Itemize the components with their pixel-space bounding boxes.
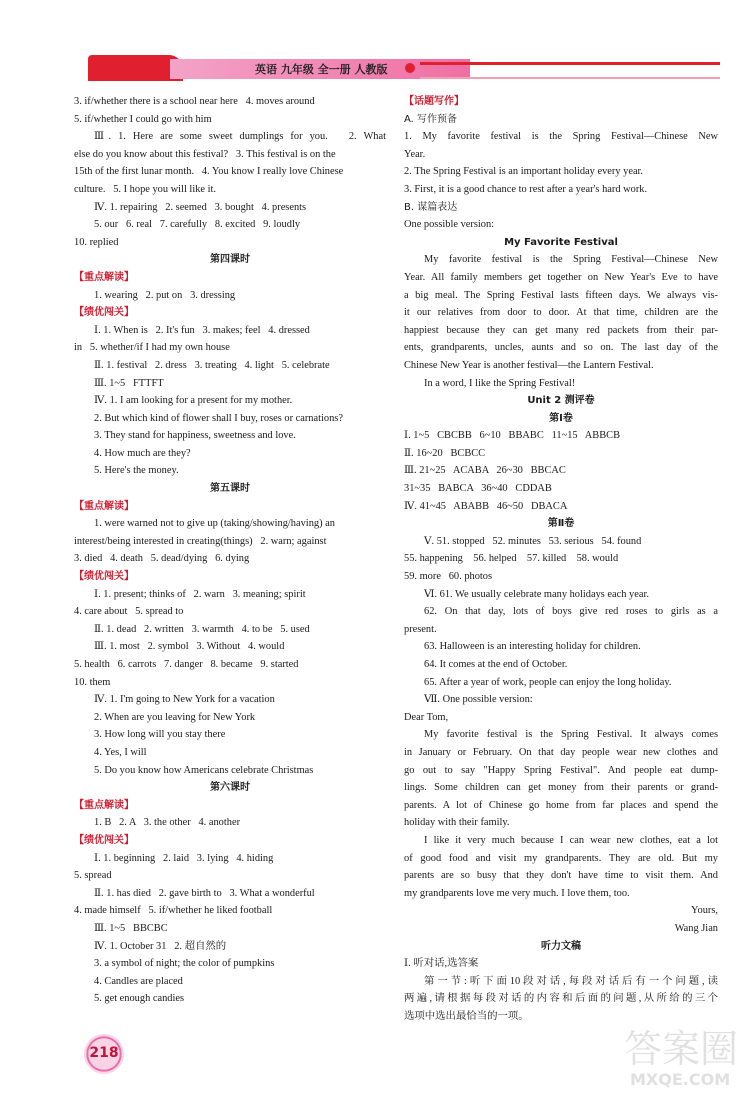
left-line: Ⅳ. 1. I'm going to New York for a vacation	[94, 694, 275, 706]
right-line: parents. A lot of Chinese go home from far places and spend the	[404, 799, 718, 811]
right-line: Dear Tom,	[404, 711, 449, 723]
watermark	[620, 1018, 739, 1098]
header-title: 英语 九年级 全一册 人教版	[255, 63, 388, 76]
right-line: parents are so busy that they don't have time to visit them. And	[404, 870, 718, 882]
header-rule	[420, 62, 720, 79]
left-line: 5. get enough candies	[94, 993, 185, 1005]
left-line: 5. our 6. real 7. carefully 8. excited 9. loudly	[94, 219, 301, 231]
left-line: 2. But which kind of flower shall I buy, roses or carnations?	[94, 412, 343, 424]
right-line: Year.	[404, 148, 426, 160]
right-line: Chinese New Year is another festival—the Lantern Festival.	[404, 359, 654, 371]
left-line: Ⅲ. 1~5 FTTFT	[94, 377, 164, 389]
left-line: Ⅲ. 1. most 2. symbol 3. Without 4. would	[94, 641, 285, 653]
left-line: 5. health 6. carrots 7. danger 8. became 9. started	[74, 659, 299, 670]
left-line: 4. care about 5. spread to	[74, 606, 184, 618]
right-line: Ⅴ. 51. stopped 52. minutes 53. serious 54. found	[424, 535, 642, 547]
right-line: 62. On that day, lots of boys give red roses to girls as a	[424, 606, 718, 618]
right-line: B. 谋篇表达	[404, 201, 458, 213]
right-line: go out to say "Happy Spring Festival". And people eat dump-	[404, 764, 718, 776]
left-line: 5. Here's the money.	[94, 465, 179, 477]
right-line: Yours,	[691, 905, 718, 917]
left-line: 5. if/whether I could go with him	[74, 113, 212, 125]
left-line: 【绩优闯关】	[74, 307, 134, 319]
left-line: Ⅳ. 1. I am looking for a present for my mother.	[94, 395, 293, 407]
right-line: 1. My favorite festival is the Spring Festival—Chinese New	[404, 131, 718, 143]
right-line: Year. All family members get together on New Year's Eve to have	[404, 271, 718, 283]
left-line: 3. How long will you stay there	[94, 729, 226, 741]
right-line: Ⅵ. 61. We usually celebrate many holidays each year.	[424, 588, 649, 600]
right-line: 55. happening 56. helped 57. killed 58. would	[404, 553, 619, 565]
left-line: 5. spread	[74, 870, 112, 882]
left-line: 3. died 4. death 5. dead/dying 6. dying	[74, 553, 250, 565]
left-line: 4. Yes, I will	[94, 746, 147, 758]
right-line: One possible version:	[404, 219, 495, 231]
right-line: Ⅶ. One possible version:	[424, 694, 533, 706]
right-line: 听力文稿	[541, 940, 581, 952]
left-line: 【重点解读】	[74, 271, 134, 283]
left-column	[74, 93, 386, 1008]
right-line: Ⅰ. 听对话,选答案	[404, 958, 479, 970]
right-line: 65. After a year of work, people can enjoy the long holiday.	[424, 676, 672, 688]
right-column	[404, 93, 718, 1025]
left-line: Ⅳ. 1. October 31 2. 超自然的	[94, 940, 227, 952]
watermark-logo: 答案圈	[624, 1027, 739, 1071]
left-line: 【绩优闯关】	[74, 834, 134, 846]
right-line: a big meal. The Spring Festival lasts fifteen days. We always vis-	[404, 289, 718, 301]
right-line: Ⅰ. 1~5 CBCBB 6~10 BBABC 11~15 ABBCB	[404, 430, 621, 442]
right-line: it our relatives from door to door. At that time, children are the	[404, 307, 718, 319]
right-line: ents, grandparents, uncles, aunts and so on. The last day of the	[404, 342, 718, 354]
right-line: my grandparents love me very much. I love them, too.	[404, 887, 630, 899]
page-number: 218	[89, 1045, 119, 1061]
left-line: 10. replied	[74, 236, 119, 248]
right-line: 第一节:听下面10段对话,每段对话后有一个问题,读	[424, 975, 718, 987]
left-line: culture. 5. I hope you will like it.	[74, 183, 216, 195]
right-line: 31~35 BABCA 36~40 CDDAB	[404, 483, 552, 495]
left-line: Ⅰ. 1. beginning 2. laid 3. lying 4. hiding	[94, 852, 274, 864]
right-line: Ⅱ. 16~20 BCBCC	[404, 447, 486, 459]
right-line: 2. The Spring Festival is an important holiday every year.	[404, 166, 644, 178]
right-line: 两遍,请根据每段对话的内容和后面的问题,从所给的三个	[404, 993, 718, 1005]
left-line: 1. B 2. A 3. the other 4. another	[94, 817, 241, 829]
left-line: 第四课时	[210, 254, 250, 266]
right-line: 选项中选出最恰当的一项。	[404, 1010, 529, 1022]
header-dot	[405, 63, 415, 73]
left-line: 第五课时	[210, 483, 250, 495]
left-line: 1. were warned not to give up (taking/showing/having) an	[94, 518, 335, 530]
right-line: My favorite festival is the Spring Festival. It always comes	[424, 729, 718, 741]
left-line: in 5. whether/if I had my own house	[74, 342, 230, 354]
left-line: 第六课时	[210, 782, 250, 794]
right-line: In a word, I like the Spring Festival!	[424, 377, 576, 389]
page-header	[70, 55, 720, 81]
right-line: My favorite festival is the Spring Festival—Chinese New	[424, 254, 718, 266]
right-line: in January or February. On that day people wear new clothes and	[404, 746, 718, 758]
right-line: 第Ⅰ卷	[549, 412, 573, 424]
right-line: of good food and visit my grandparents. They are old. But my	[404, 852, 718, 864]
left-line: 【重点解读】	[74, 799, 134, 811]
right-line: 3. First, it is a good chance to rest after a year's hard work.	[404, 183, 648, 195]
left-line: 2. When are you leaving for New York	[94, 711, 256, 723]
right-line: happiest because they can get many red packets from their par-	[404, 324, 718, 336]
right-line: 【话题写作】	[404, 96, 464, 107]
right-line: 59. more 60. photos	[404, 571, 493, 583]
watermark-url: MXQE.COM	[630, 1070, 731, 1089]
left-line: 15th of the first lunar month. 4. You know I really love Chinese	[74, 166, 344, 178]
left-line: Ⅳ. 1. repairing 2. seemed 3. bought 4. presents	[94, 201, 307, 213]
left-line: Ⅰ. 1. When is 2. It's fun 3. makes; feel 4. dressed	[94, 324, 310, 336]
left-line: 【重点解读】	[74, 500, 134, 512]
right-line: 第Ⅱ卷	[547, 518, 575, 530]
left-line: 10. them	[74, 676, 111, 688]
right-line: holiday with their family.	[404, 817, 510, 829]
left-line: Ⅲ. 1. Here are some sweet dumplings for you. 2. What	[94, 131, 386, 143]
left-line: Ⅲ. 1~5 BBCBC	[94, 922, 168, 934]
right-line: 64. It comes at the end of October.	[424, 659, 568, 670]
left-line: Ⅱ. 1. festival 2. dress 3. treating 4. light 5. celebrate	[94, 359, 330, 371]
right-line: My Favorite Festival	[504, 236, 618, 248]
header-red-tab	[88, 55, 183, 81]
left-line: 4. Candles are placed	[94, 975, 183, 987]
left-line: 3. a symbol of night; the color of pumpkins	[94, 958, 275, 970]
left-line: 1. wearing 2. put on 3. dressing	[94, 289, 236, 301]
left-line: Ⅰ. 1. present; thinks of 2. warn 3. meaning; spirit	[94, 588, 306, 600]
right-line: Ⅳ. 41~45 ABABB 46~50 DBACA	[404, 500, 568, 512]
left-line: 3. They stand for happiness, sweetness and love.	[94, 430, 296, 442]
right-line: Ⅲ. 21~25 ACABA 26~30 BBCAC	[404, 465, 566, 477]
right-line: 63. Halloween is an interesting holiday for children.	[424, 641, 641, 653]
left-line: 【绩优闯关】	[74, 571, 134, 583]
right-line: Unit 2 测评卷	[527, 395, 595, 407]
left-line: interest/being interested in creating(things) 2. warn; against	[74, 535, 327, 547]
left-line: else do you know about this festival? 3. This festival is on the	[74, 148, 336, 160]
left-line: 3. if/whether there is a school near here 4. moves around	[74, 96, 315, 107]
left-line: 4. How much are they?	[94, 447, 191, 459]
right-line: present.	[404, 623, 437, 635]
right-line: lings. Some children can get money from their parents or grand-	[404, 782, 718, 794]
right-line: I like it very much because I can wear new clothes, eat a lot	[424, 834, 718, 846]
page-number-badge	[84, 1034, 124, 1074]
left-line: 5. Do you know how Americans celebrate Christmas	[94, 764, 314, 776]
left-line: 4. made himself 5. if/whether he liked football	[74, 905, 273, 917]
left-line: Ⅱ. 1. has died 2. gave birth to 3. What a wonderful	[94, 887, 315, 899]
right-line: Wang Jian	[674, 922, 718, 934]
right-line: A. 写作预备	[404, 113, 458, 125]
left-line: Ⅱ. 1. dead 2. written 3. warmth 4. to be 5. used	[94, 623, 310, 635]
